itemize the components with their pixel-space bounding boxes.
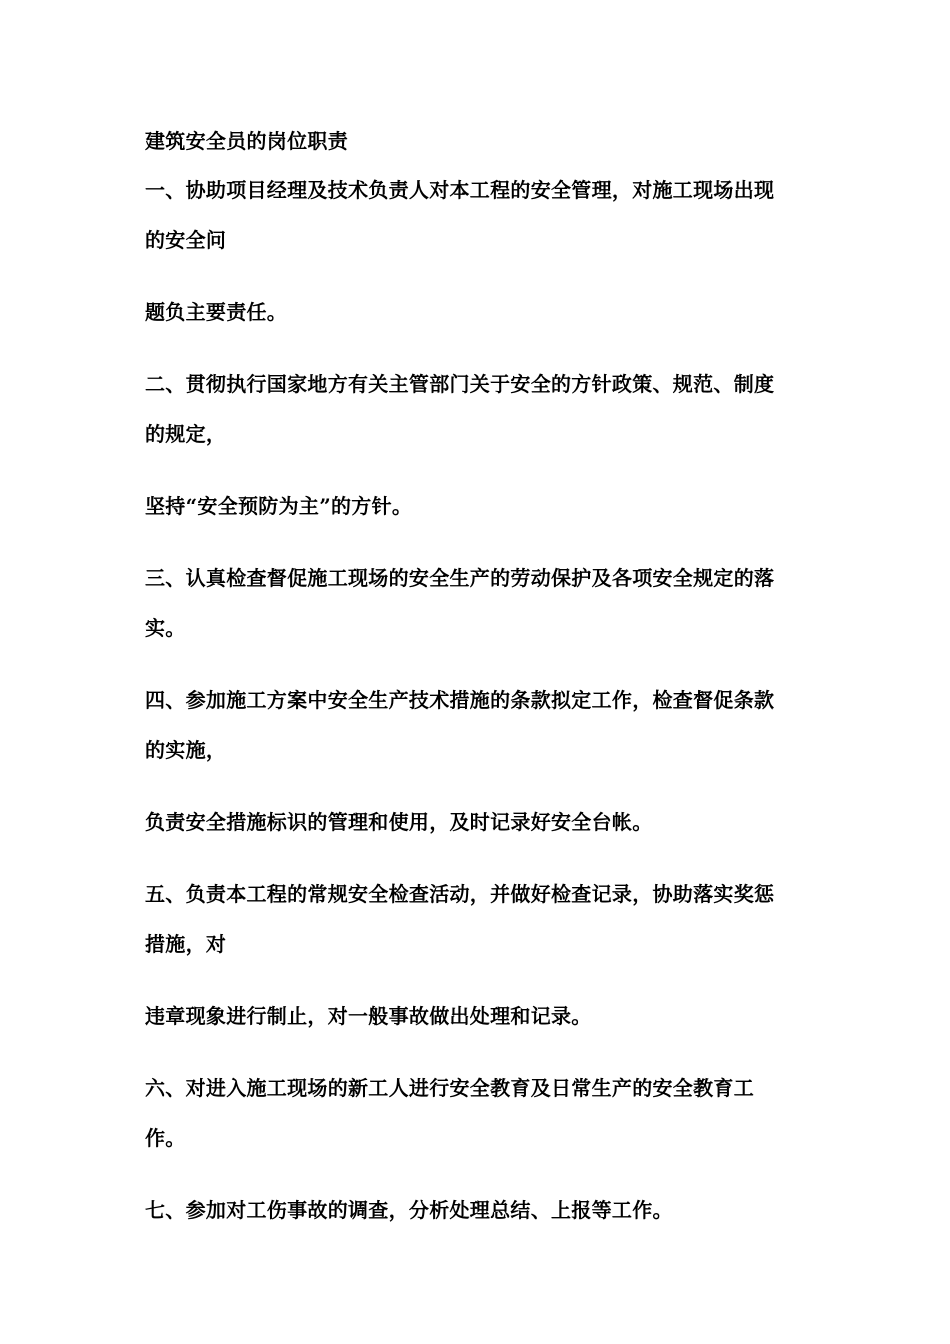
- duty-1-line-2: 的安全问: [145, 228, 227, 252]
- duty-4-line-3: 负责安全措施标识的管理和使用，及时记录好安全台帐。: [145, 810, 653, 834]
- duty-7-line-1: 七、参加对工伤事故的调查，分析处理总结、上报等工作。: [145, 1198, 673, 1222]
- duty-6-line-1: 六、对进入施工现场的新工人进行安全教育及日常生产的安全教育工: [145, 1076, 754, 1100]
- duty-2-line-1: 二、贯彻执行国家地方有关主管部门关于安全的方针政策、规范、制度: [145, 372, 775, 396]
- duty-1-line-1: 一、协助项目经理及技术负责人对本工程的安全管理，对施工现场出现: [145, 178, 775, 202]
- duty-6-line-2: 作。: [145, 1126, 186, 1150]
- duty-3-line-2: 实。: [145, 616, 186, 640]
- duty-2-line-3: 坚持“安全预防为主”的方针。: [145, 494, 413, 518]
- duty-5-line-1: 五、负责本工程的常规安全检查活动，并做好检查记录，协助落实奖惩: [145, 882, 775, 906]
- duty-5-line-3: 违章现象进行制止，对一般事故做出处理和记录。: [145, 1004, 592, 1028]
- duty-4-line-2: 的实施，: [145, 738, 227, 762]
- duty-1-line-3: 题负主要责任。: [145, 300, 288, 324]
- duty-3-line-1: 三、认真检查督促施工现场的安全生产的劳动保护及各项安全规定的落: [145, 566, 775, 590]
- duty-5-line-2: 措施，对: [145, 932, 227, 956]
- duty-4-line-1: 四、参加施工方案中安全生产技术措施的条款拟定工作，检查督促条款: [145, 688, 775, 712]
- document-title: 建筑安全员的岗位职责: [145, 129, 348, 153]
- duty-2-line-2: 的规定，: [145, 422, 227, 446]
